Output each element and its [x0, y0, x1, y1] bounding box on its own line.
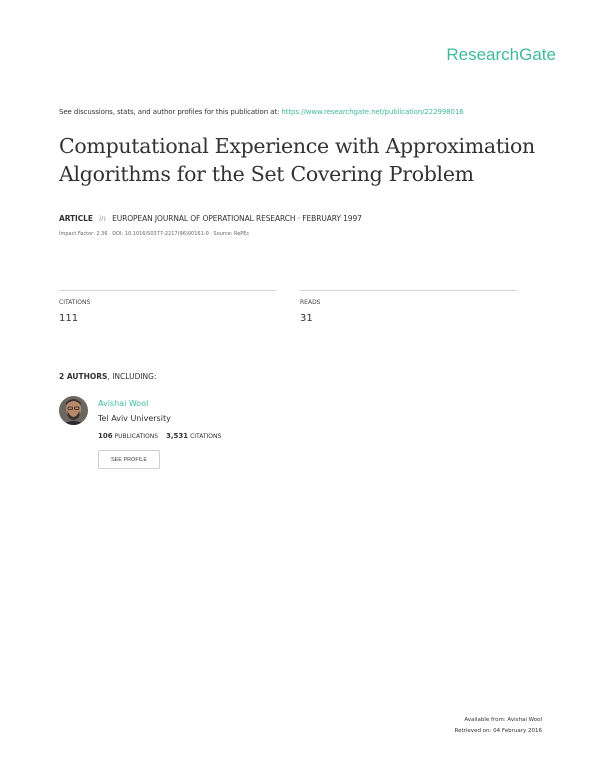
publication-in: in	[99, 214, 106, 223]
author-stats	[98, 432, 221, 440]
discussion-notice	[59, 108, 464, 116]
citations-label: CITATIONS	[59, 299, 91, 306]
divider-left	[59, 290, 276, 291]
publication-venue: EUROPEAN JOURNAL OF OPERATIONAL RESEARCH · FEBRUARY 1997	[112, 214, 362, 223]
publication-meta	[59, 214, 362, 223]
publication-type: ARTICLE	[59, 214, 93, 223]
author-citations-count: 3,531	[166, 432, 189, 440]
author-publications-label: PUBLICATIONS	[114, 433, 159, 440]
publication-url-link[interactable]: https://www.researchgate.net/publication/222998016	[281, 108, 464, 116]
author-photo-icon	[59, 396, 88, 425]
authors-heading	[59, 372, 157, 381]
divider-right	[300, 290, 517, 291]
reads-label: READS	[300, 299, 321, 306]
citations-value: 111	[59, 313, 79, 324]
impact-doi-line: Impact Factor: 2.36 · DOI: 10.1016/S0377-2217(96)00161-0 · Source: RePEc	[59, 231, 250, 237]
paper-title	[59, 132, 549, 188]
retrieved-on: Retrieved on: 04 February 2016	[454, 728, 542, 734]
author-avatar[interactable]	[59, 396, 88, 425]
discussion-notice-text: See discussions, stats, and author profiles for this publication at:	[59, 108, 280, 116]
paper-title-line-1: Computational Experience with Approximation	[59, 134, 535, 158]
authors-count: 2 AUTHORS	[59, 372, 108, 381]
see-profile-button[interactable]: SEE PROFILE	[98, 450, 160, 469]
researchgate-logo[interactable]: ResearchGate	[446, 45, 556, 64]
author-publications-count: 106	[98, 432, 113, 440]
reads-value: 31	[300, 313, 313, 324]
paper-title-line-2: Algorithms for the Set Covering Problem	[59, 162, 474, 186]
authors-including: , INCLUDING:	[107, 372, 157, 381]
available-from: Available from: Avishai Wool	[464, 717, 542, 723]
author-citations-label: CITATIONS	[190, 433, 222, 440]
author-institution: Tel Aviv University	[98, 414, 171, 423]
author-name-link[interactable]: Avishai Wool	[98, 399, 149, 408]
